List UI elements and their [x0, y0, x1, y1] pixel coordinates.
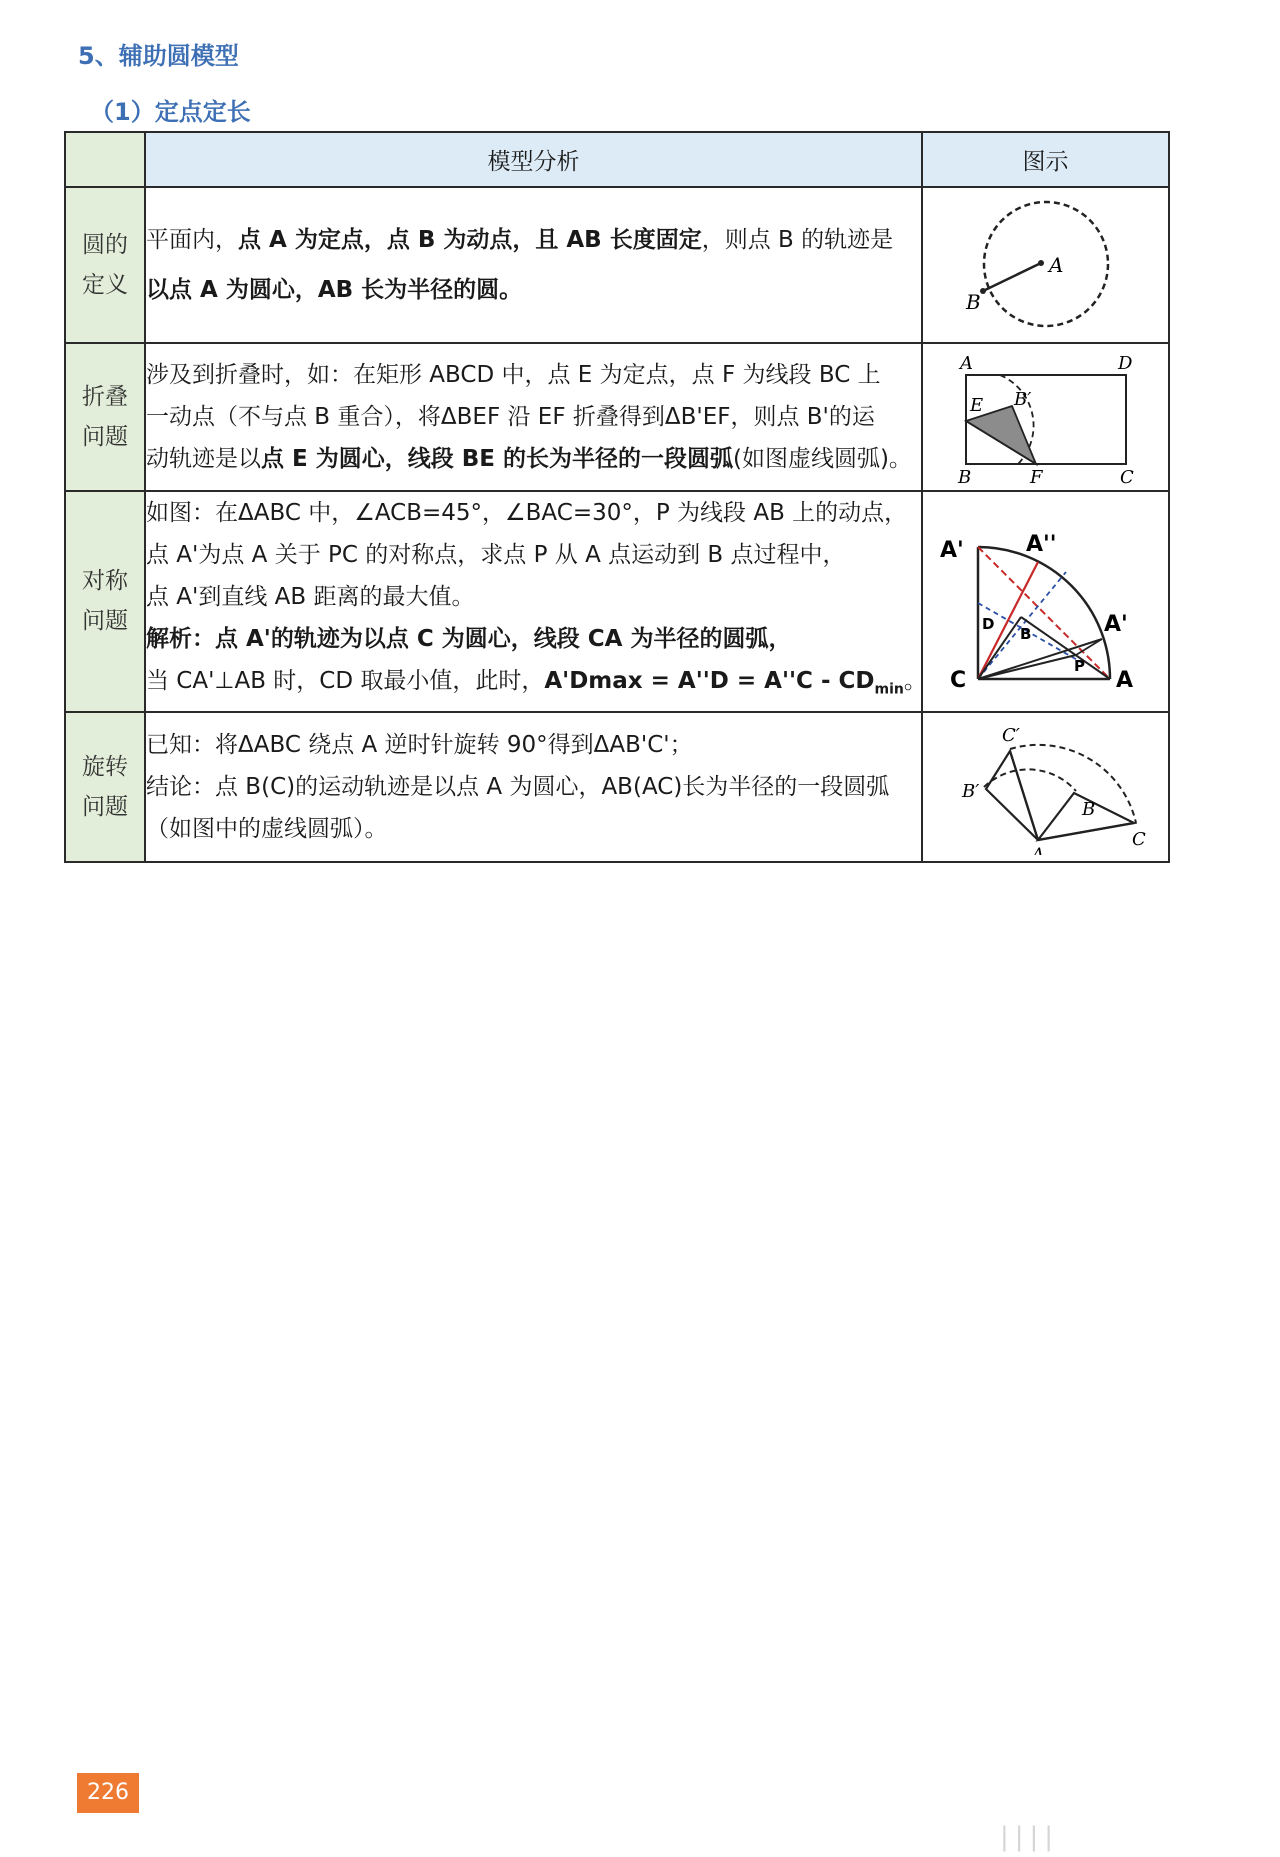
table-header-row — [65, 132, 1169, 187]
label-p: P — [1073, 657, 1085, 676]
model-table — [64, 131, 1170, 863]
table-row — [65, 343, 1169, 491]
description-line: 点 A'为点 A 关于 PC 的对称点，求点 P 从 A 点运动到 B 点过程中， — [146, 542, 846, 568]
row-description — [145, 491, 927, 712]
description-line: 结论：点 B(C)的运动轨迹是以点 A 为圆心，AB(AC)长为半径的一段圆弧 — [146, 773, 890, 800]
row-description — [145, 343, 922, 491]
description-line: 如图：在ΔABC 中，∠ACB=45°，∠BAC=30°，P 为线段 AB 上的动点， — [146, 500, 908, 526]
row-label: 对称 问题 — [65, 491, 145, 712]
description-line: 点 A'到直线 AB 距离的最大值。 — [146, 584, 475, 610]
folding-diagram — [926, 345, 1166, 485]
description-line: 一动点（不与点 B 重合），将ΔBEF 沿 EF 折叠得到ΔB'EF，则点 B'的运 — [146, 404, 875, 430]
label-a: A — [1115, 668, 1133, 694]
description-line: 动轨迹是以点 E 为圆心，线段 BE 的长为半径的一段圆弧(如图虚线圆弧)。 — [146, 446, 912, 472]
description-line: 以点 A 为圆心，AB 长为半径的圆。 — [146, 277, 523, 303]
rotation-figure — [922, 712, 1169, 862]
table-row — [65, 491, 1169, 712]
circle-definition-figure — [922, 187, 1169, 343]
section-heading: 5、辅助圆模型 — [78, 42, 239, 70]
label-a-double-prime: A'' — [1025, 532, 1056, 558]
row-label: 折叠 问题 — [65, 343, 145, 491]
label-d: D — [981, 615, 994, 634]
label-b: B — [1019, 625, 1031, 644]
description-line: 平面内，点 A 为定点，点 B 为动点，且 AB 长度固定，则点 B 的轨迹是 — [146, 227, 894, 253]
label-f: F — [1029, 467, 1042, 485]
table-row — [65, 187, 1169, 343]
label-b-prime: B′ — [961, 780, 979, 802]
row-description — [145, 712, 922, 862]
label-a-prime-top: A' — [939, 538, 964, 564]
description-line: 已知：将ΔABC 绕点 A 逆时针旋转 90°得到ΔAB'C'； — [146, 731, 693, 758]
header-figure: 图示 — [922, 132, 1169, 187]
row-label: 圆的 定义 — [65, 187, 145, 343]
label-e: E — [969, 395, 983, 416]
description-line: 涉及到折叠时，如：在矩形 ABCD 中，点 E 为定点，点 F 为线段 BC 上 — [146, 362, 881, 388]
description-line: （如图中的虚线圆弧）。 — [146, 815, 388, 842]
label-d: D — [1117, 353, 1132, 374]
table-row — [65, 712, 1169, 862]
label-b: B — [1081, 798, 1095, 820]
row-description — [145, 187, 922, 343]
subsection-heading: （1）定点定长 — [90, 98, 251, 126]
label-a: A — [1031, 844, 1044, 855]
label-b: B — [965, 290, 981, 314]
label-a: A — [959, 353, 973, 374]
label-c-prime: C′ — [1001, 724, 1020, 746]
symmetry-diagram — [926, 499, 1166, 699]
rotation-diagram — [926, 715, 1166, 855]
label-c: C — [1119, 467, 1134, 485]
page-number: 226 — [77, 1773, 139, 1813]
label-b: B — [957, 467, 971, 485]
label-c: C — [949, 668, 966, 694]
description-line: 当 CA'⊥AB 时，CD 取最小值，此时，$A'Dmax = A''D = A''C - CD_{min}$。 — [146, 668, 927, 698]
symmetry-figure — [922, 491, 1169, 712]
circle-diagram — [926, 188, 1166, 338]
description-line: 解析：点 A'的轨迹为以点 C 为圆心，线段 CA 为半径的圆弧， — [146, 626, 792, 652]
label-a-prime-right: A' — [1103, 612, 1128, 638]
header-analysis: 模型分析 — [145, 132, 922, 187]
watermark: |||| — [1000, 1822, 1060, 1852]
row-label: 旋转 问题 — [65, 712, 145, 862]
folding-figure — [922, 343, 1169, 491]
header-blank-cell — [65, 132, 145, 187]
label-c: C — [1131, 828, 1146, 850]
label-a: A — [1048, 253, 1063, 277]
label-b-prime: B′ — [1013, 389, 1031, 410]
